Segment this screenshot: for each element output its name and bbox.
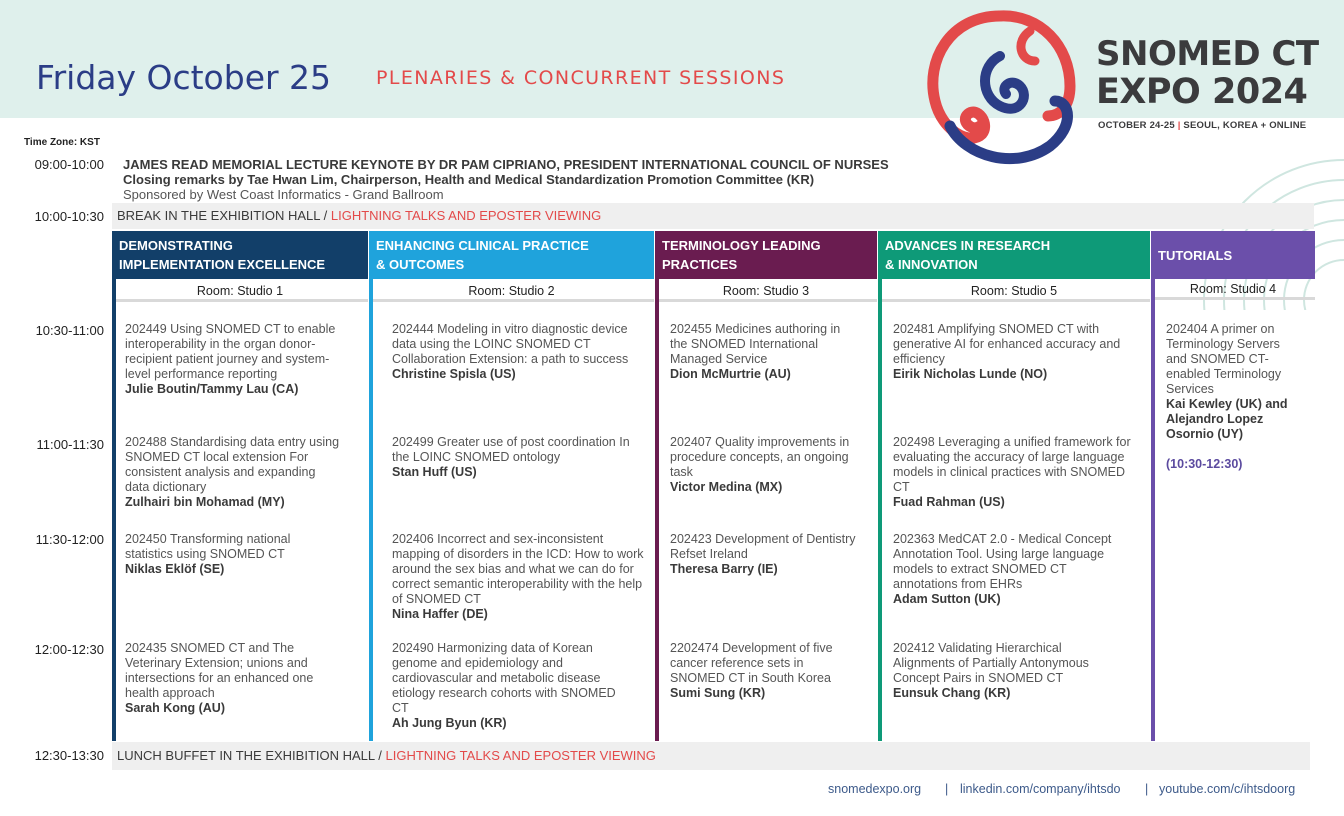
- session-title: 202499 Greater use of post coordination In the LOINC SNOMED ontology: [392, 435, 630, 464]
- brand-location: SEOUL, KOREA + ONLINE: [1183, 120, 1307, 131]
- keynote-block: [123, 157, 889, 202]
- session-item: [670, 641, 860, 701]
- room-label: Room: Studio 4: [1151, 278, 1315, 300]
- session-item: [392, 532, 647, 622]
- track-line-5: [1151, 279, 1155, 741]
- brand-event: EXPO 2024: [1096, 72, 1308, 112]
- session-title: 202490 Harmonizing data of Korean genome and epidemiology and cardiovascular and metabolic disease etiology research cohorts with SNOMED CT: [392, 641, 616, 715]
- track-header-4: [878, 231, 1150, 279]
- footer-link-website[interactable]: snomedexpo.org: [828, 782, 922, 796]
- session-speaker: Kai Kewley (UK) and Alejandro Lopez Osornio (UY): [1166, 397, 1288, 441]
- footer-separator: |: [1145, 782, 1149, 796]
- track-line-2: [369, 279, 373, 741]
- track-title-line1: TERMINOLOGY LEADING: [662, 238, 821, 253]
- session-item: [670, 532, 860, 577]
- session-speaker: Theresa Barry (IE): [670, 562, 778, 576]
- session-item: [392, 641, 622, 731]
- session-item: [893, 532, 1133, 607]
- track-header-5: [1151, 231, 1315, 279]
- session-item: [893, 322, 1128, 382]
- session-speaker: Niklas Eklöf (SE): [125, 562, 225, 576]
- track-title-line2: & OUTCOMES: [376, 257, 465, 272]
- brand-details: [1098, 120, 1306, 131]
- keynote-time: 09:00-10:00: [34, 157, 104, 172]
- brand-name: SNOMED CT: [1096, 34, 1319, 74]
- session-title: 2202474 Development of five cancer reference sets in SNOMED CT in South Korea: [670, 641, 833, 685]
- page-title: Friday October 25: [36, 58, 332, 97]
- session-item: [125, 435, 340, 510]
- track-title-line1: ENHANCING CLINICAL PRACTICE: [376, 238, 589, 253]
- session-title: 202449 Using SNOMED CT to enable interoperability in the organ donor-recipient patient journey and system-level performance reporting: [125, 322, 336, 381]
- brand-dates: OCTOBER 24-25: [1098, 120, 1175, 131]
- timezone-label: Time Zone: KST: [24, 137, 100, 148]
- room-label: Room: Studio 1: [112, 280, 368, 302]
- session-title: 202423 Development of Dentistry Refset Ireland: [670, 532, 856, 561]
- session-title: 202498 Leveraging a unified framework for evaluating the accuracy of large language models in clinical practices with SNOMED CT: [893, 435, 1131, 494]
- session-title: 202488 Standardising data entry using SNOMED CT local extension For consistent analysis and expanding data dictionary: [125, 435, 340, 494]
- session-title: 202412 Validating Hierarchical Alignments of Partially Antonymous Concept Pairs in SNOMED CT: [893, 641, 1089, 685]
- footer-separator: |: [945, 782, 949, 796]
- slot-time: 11:00-11:30: [36, 437, 104, 452]
- track-title-line1: ADVANCES IN RESEARCH: [885, 238, 1051, 253]
- session-item: [392, 322, 632, 382]
- session-title: 202406 Incorrect and sex-inconsistent mapping of disorders in the ICD: How to work around the sex bias and what we can do for correct semantic interoperability with the help of SNOMED CT: [392, 532, 644, 606]
- session-item: [893, 641, 1118, 701]
- brand-separator: |: [1177, 120, 1181, 131]
- track-title-line1: TUTORIALS: [1158, 248, 1233, 263]
- session-item: [392, 435, 637, 480]
- session-title: 202404 A primer on Terminology Servers and SNOMED CT-enabled Terminology Services: [1166, 322, 1282, 396]
- lunch-label: LUNCH BUFFET IN THE EXHIBITION HALL: [117, 748, 375, 763]
- track-line-4: [878, 279, 882, 741]
- track-line-1: [112, 279, 116, 741]
- keynote-title: JAMES READ MEMORIAL LECTURE KEYNOTE BY DR PAM CIPRIANO, PRESIDENT INTERNATIONAL COUNCIL OF NURSES: [123, 157, 889, 172]
- session-item: [670, 322, 860, 382]
- session-speaker: Julie Boutin/Tammy Lau (CA): [125, 382, 299, 396]
- session-speaker: Zulhairi bin Mohamad (MY): [125, 495, 285, 509]
- session-speaker: Eirik Nicholas Lunde (NO): [893, 367, 1048, 381]
- room-label: Room: Studio 2: [369, 280, 654, 302]
- session-speaker: Sumi Sung (KR): [670, 686, 766, 700]
- footer-link-youtube[interactable]: youtube.com/c/ihtsdoorg: [1159, 782, 1296, 796]
- session-speaker: Christine Spisla (US): [392, 367, 516, 381]
- session-speaker: Nina Haffer (DE): [392, 607, 488, 621]
- session-item: [125, 322, 340, 397]
- session-speaker: Fuad Rahman (US): [893, 495, 1005, 509]
- room-label: Room: Studio 5: [878, 280, 1150, 302]
- slot-time: 10:30-11:00: [35, 323, 104, 338]
- page-subtitle: PLENARIES & CONCURRENT SESSIONS: [376, 67, 786, 89]
- session-speaker: Eunsuk Chang (KR): [893, 686, 1011, 700]
- session-title: 202435 SNOMED CT and The Veterinary Extension; unions and intersections for an enhanced one health approach: [125, 641, 314, 700]
- break-highlight: LIGHTNING TALKS AND EPOSTER VIEWING: [330, 208, 602, 223]
- break-time: 10:00-10:30: [34, 209, 104, 224]
- tutorial-time: (10:30-12:30): [1166, 457, 1243, 471]
- session-speaker: Stan Huff (US): [392, 465, 477, 479]
- session-title: 202363 MedCAT 2.0 - Medical Concept Annotation Tool. Using large language models to extract SNOMED CT annotations from EHRs: [893, 532, 1112, 591]
- session-title: 202450 Transforming national statistics using SNOMED CT: [125, 532, 291, 561]
- session-speaker: Adam Sutton (UK): [893, 592, 1001, 606]
- keynote-sponsor: Sponsored by West Coast Informatics - Grand Ballroom: [123, 187, 444, 202]
- track-line-3: [655, 279, 659, 741]
- session-item: [125, 641, 340, 716]
- tutorial-item: [1166, 322, 1301, 472]
- session-item: [125, 532, 340, 577]
- track-title-line2: IMPLEMENTATION EXCELLENCE: [119, 257, 326, 272]
- room-label: Room: Studio 3: [655, 280, 877, 302]
- track-header-1: [112, 231, 368, 279]
- break-band: [112, 203, 1314, 229]
- session-speaker: Victor Medina (MX): [670, 480, 783, 494]
- lunch-time: 12:30-13:30: [34, 748, 104, 763]
- session-speaker: Dion McMurtrie (AU): [670, 367, 791, 381]
- track-header-2: [369, 231, 654, 279]
- keynote-closing: Closing remarks by Tae Hwan Lim, Chairperson, Health and Medical Standardization Promotion Committee (KR): [123, 172, 815, 187]
- lunch-band: [112, 742, 1310, 770]
- break-separator: /: [323, 208, 328, 223]
- session-title: 202407 Quality improvements in procedure concepts, an ongoing task: [670, 435, 850, 479]
- slot-time: 11:30-12:00: [35, 532, 104, 547]
- session-item: [893, 435, 1133, 510]
- lunch-highlight: LIGHTNING TALKS AND EPOSTER VIEWING: [385, 748, 656, 763]
- track-title-line1: DEMONSTRATING: [119, 238, 233, 253]
- session-title: 202444 Modeling in vitro diagnostic device data using the LOINC SNOMED CT Collaboration Extension: a path to success: [392, 322, 629, 366]
- break-label: BREAK IN THE EXHIBITION HALL: [117, 208, 320, 223]
- session-item: [670, 435, 860, 495]
- footer-link-linkedin[interactable]: linkedin.com/company/ihtsdo: [960, 782, 1121, 796]
- session-title: 202481 Amplifying SNOMED CT with generative AI for enhanced accuracy and efficiency: [893, 322, 1121, 366]
- session-speaker: Ah Jung Byun (KR): [392, 716, 507, 730]
- session-speaker: Sarah Kong (AU): [125, 701, 225, 715]
- snomed-logo-icon: [920, 6, 1080, 171]
- track-title-line2: & INNOVATION: [885, 257, 978, 272]
- slot-time: 12:00-12:30: [34, 642, 104, 657]
- lunch-separator: /: [378, 748, 382, 763]
- track-title-line2: PRACTICES: [662, 257, 738, 272]
- session-title: 202455 Medicines authoring in the SNOMED International Managed Service: [670, 322, 841, 366]
- track-header-3: [655, 231, 877, 279]
